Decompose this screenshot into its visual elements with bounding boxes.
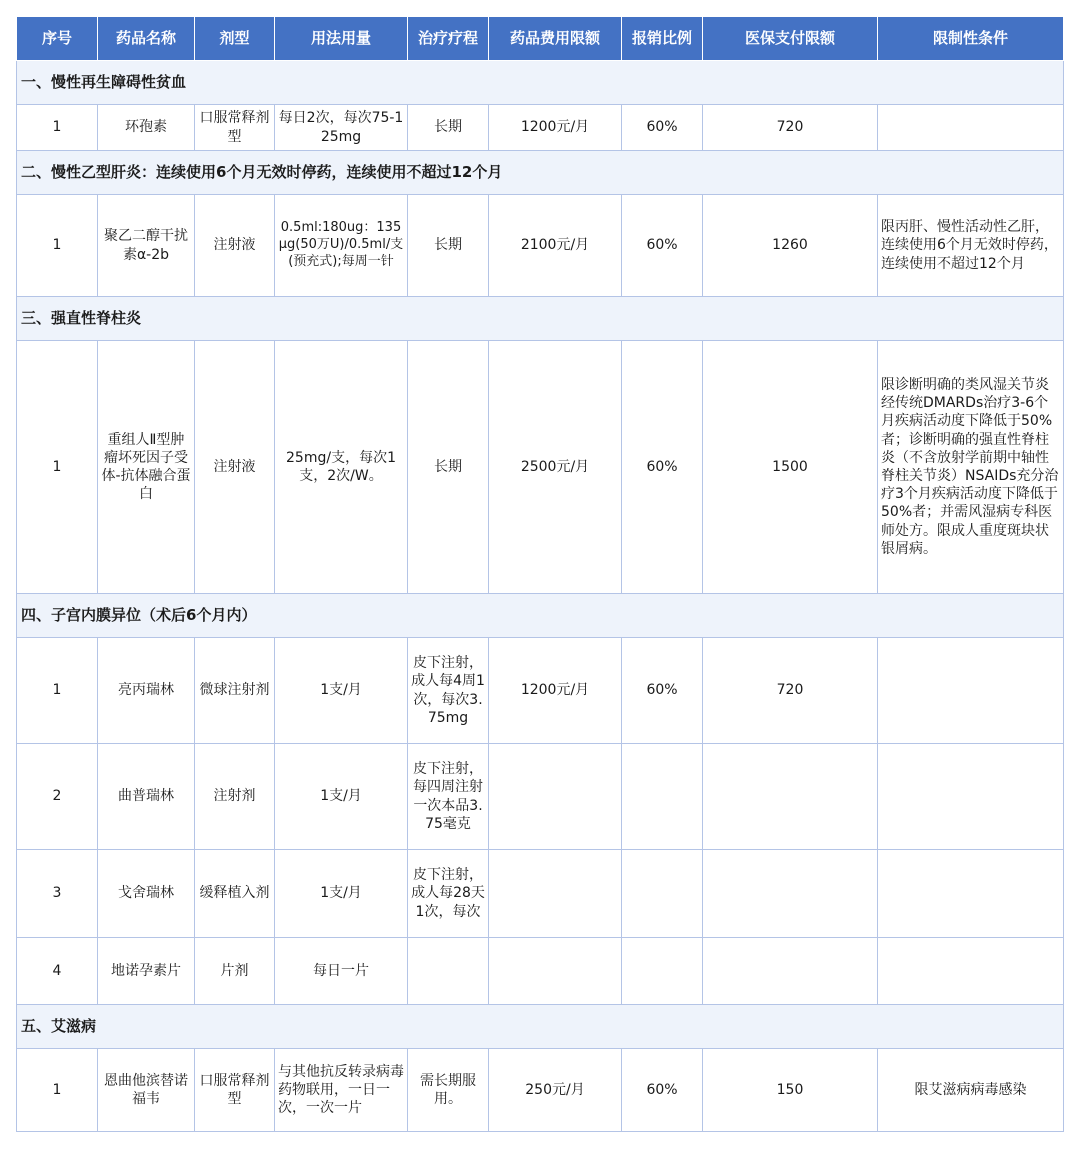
cell-ratio: 60% [622,638,703,744]
cell-usage: 1支/月 [275,850,408,938]
cell-course: 长期 [408,195,489,297]
cell-name: 戈舍瑞林 [98,850,195,938]
cell-condition [878,638,1064,744]
section-title: 一、慢性再生障碍性贫血 [17,61,1064,105]
header-condition: 限制性条件 [878,17,1064,61]
header-usage: 用法用量 [275,17,408,61]
section-title: 二、慢性乙型肝炎：连续使用6个月无效时停药，连续使用不超过12个月 [17,151,1064,195]
cell-condition: 限丙肝、慢性活动性乙肝，连续使用6个月无效时停药，连续使用不超过12个月 [878,195,1064,297]
cell-ratio: 60% [622,1049,703,1132]
cell-name: 聚乙二醇干扰素α-2b [98,195,195,297]
cell-form: 口服常释剂型 [195,105,275,151]
cell-form: 片剂 [195,938,275,1005]
section-title: 三、强直性脊柱炎 [17,297,1064,341]
cell-course: 需长期服用。 [408,1049,489,1132]
header-pay-limit: 医保支付限额 [703,17,878,61]
cell-no: 3 [17,850,98,938]
cell-course: 皮下注射，每四周注射一次本品3.75毫克 [408,744,489,850]
drug-table-container [16,16,1064,1132]
cell-form: 注射液 [195,341,275,594]
section-title: 五、艾滋病 [17,1005,1064,1049]
section-row [17,61,1064,105]
cell-condition [878,105,1064,151]
cell-no: 1 [17,195,98,297]
cell-condition [878,850,1064,938]
cell-ratio [622,938,703,1005]
cell-fee: 1200元/月 [489,638,622,744]
cell-no: 4 [17,938,98,1005]
cell-form: 缓释植入剂 [195,850,275,938]
cell-course [408,938,489,1005]
cell-form: 注射液 [195,195,275,297]
header-course: 治疗疗程 [408,17,489,61]
header-name: 药品名称 [98,17,195,61]
cell-pay [703,744,878,850]
table-row [17,341,1064,594]
table-row [17,938,1064,1005]
cell-no: 1 [17,105,98,151]
cell-no: 2 [17,744,98,850]
cell-usage: 每日2次，每次75-125mg [275,105,408,151]
cell-pay [703,850,878,938]
cell-course: 皮下注射，成人每28天1次，每次 [408,850,489,938]
table-row [17,105,1064,151]
section-title: 四、子宫内膜异位（术后6个月内） [17,594,1064,638]
cell-ratio [622,850,703,938]
table-row [17,1049,1064,1132]
cell-form: 注射剂 [195,744,275,850]
cell-name: 恩曲他滨替诺福韦 [98,1049,195,1132]
cell-usage: 25mg/支，每次1支，2次/W。 [275,341,408,594]
cell-no: 1 [17,341,98,594]
cell-ratio: 60% [622,195,703,297]
cell-course: 长期 [408,105,489,151]
cell-usage: 1支/月 [275,638,408,744]
cell-course: 皮下注射，成人每4周1次，每次3.75mg [408,638,489,744]
table-row [17,638,1064,744]
cell-fee: 1200元/月 [489,105,622,151]
cell-pay: 720 [703,638,878,744]
cell-pay: 1500 [703,341,878,594]
cell-name: 重组人Ⅱ型肿瘤坏死因子受体-抗体融合蛋白 [98,341,195,594]
header-row [17,17,1064,61]
cell-condition [878,938,1064,1005]
cell-no: 1 [17,1049,98,1132]
cell-no: 1 [17,638,98,744]
table-row [17,850,1064,938]
cell-name: 地诺孕素片 [98,938,195,1005]
drug-reimbursement-table [16,16,1064,1132]
header-ratio: 报销比例 [622,17,703,61]
cell-fee: 2500元/月 [489,341,622,594]
cell-ratio [622,744,703,850]
cell-usage: 每日一片 [275,938,408,1005]
cell-condition: 限诊断明确的类风湿关节炎经传统DMARDs治疗3-6个月疾病活动度下降低于50%者；诊断明确的强直性脊柱炎（不含放射学前期中轴性脊柱关节炎）NSAIDs充分治疗3个月疾病活动度下降低于50%者；并需风湿病专科医师处方。限成人重度斑块状银屑病。 [878,341,1064,594]
cell-pay: 720 [703,105,878,151]
cell-condition [878,744,1064,850]
section-row [17,1005,1064,1049]
cell-pay [703,938,878,1005]
cell-form: 微球注射剂 [195,638,275,744]
cell-usage: 0.5ml:180ug：135μg(50万U)/0.5ml/支(预充式);每周一针 [275,195,408,297]
header-form: 剂型 [195,17,275,61]
header-fee-limit: 药品费用限额 [489,17,622,61]
cell-usage: 1支/月 [275,744,408,850]
cell-condition: 限艾滋病病毒感染 [878,1049,1064,1132]
header-no: 序号 [17,17,98,61]
section-row [17,594,1064,638]
cell-ratio: 60% [622,341,703,594]
cell-name: 环孢素 [98,105,195,151]
cell-ratio: 60% [622,105,703,151]
cell-form: 口服常释剂型 [195,1049,275,1132]
cell-pay: 150 [703,1049,878,1132]
cell-name: 亮丙瑞林 [98,638,195,744]
cell-fee [489,850,622,938]
cell-fee: 2100元/月 [489,195,622,297]
cell-fee: 250元/月 [489,1049,622,1132]
cell-fee [489,938,622,1005]
cell-pay: 1260 [703,195,878,297]
cell-usage: 与其他抗反转录病毒药物联用，一日一次，一次一片 [275,1049,408,1132]
cell-name: 曲普瑞林 [98,744,195,850]
section-row [17,151,1064,195]
table-row [17,744,1064,850]
cell-course: 长期 [408,341,489,594]
cell-fee [489,744,622,850]
table-row [17,195,1064,297]
section-row [17,297,1064,341]
